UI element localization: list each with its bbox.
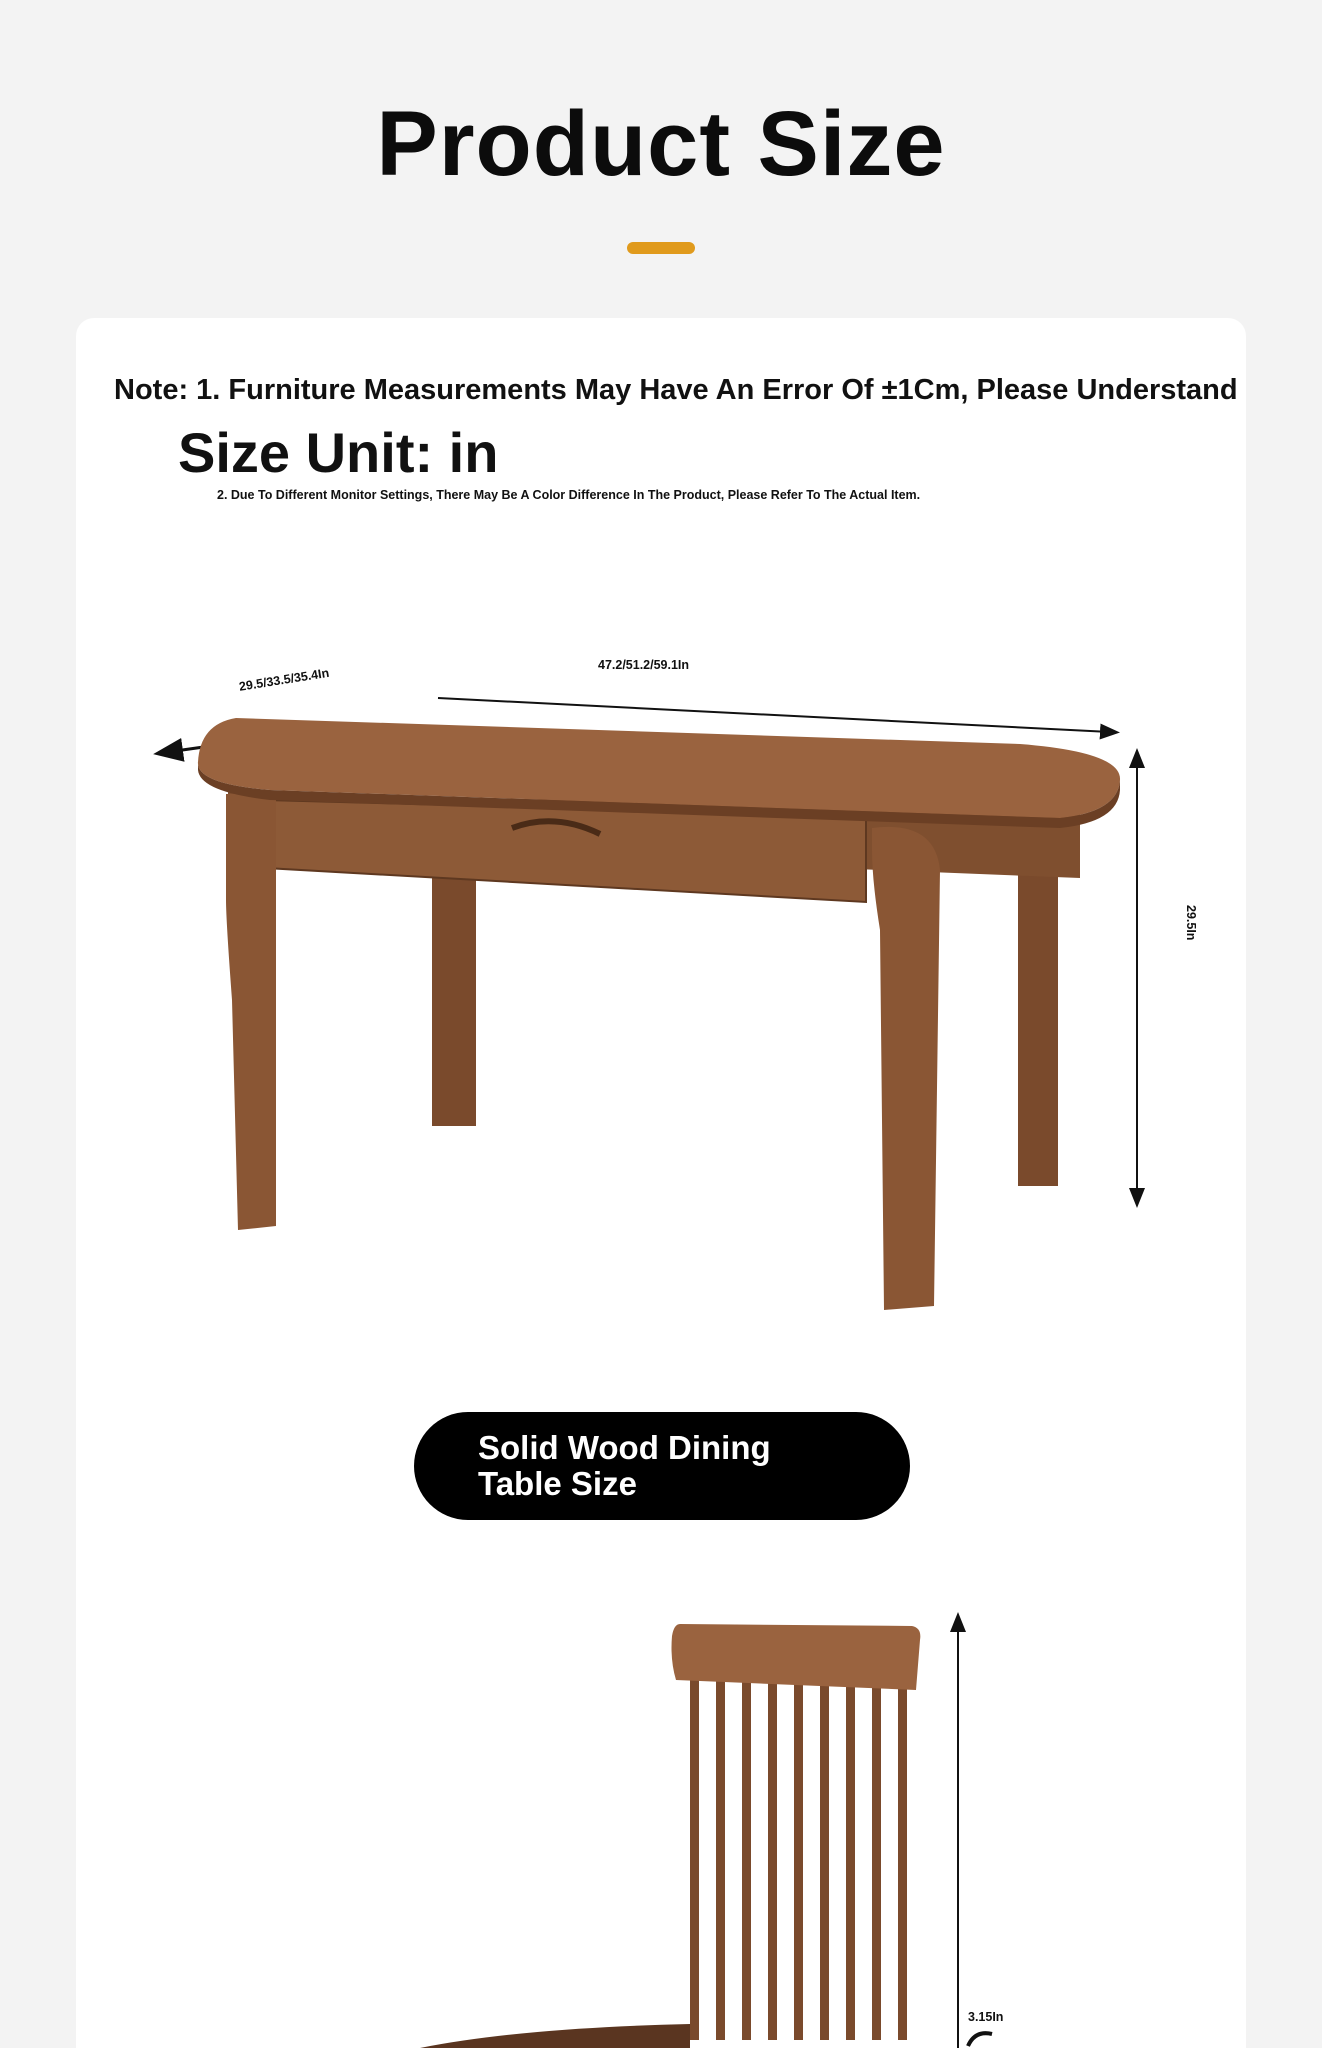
- section-label-text: Solid Wood Dining Table Size: [478, 1429, 771, 1502]
- chair-spindles: [690, 1680, 907, 2040]
- page-title: Product Size: [376, 93, 946, 195]
- chair-seat-edge: [420, 2024, 690, 2048]
- chair-seat-curve: [968, 2033, 992, 2046]
- table-height-label: 29.5In: [1184, 905, 1198, 941]
- chair-top-rail: [672, 1624, 921, 1690]
- table-length-label: 47.2/51.2/59.1In: [598, 658, 690, 672]
- front-right-leg: [872, 827, 940, 1310]
- back-right-leg: [1018, 848, 1058, 1186]
- front-left-leg: [226, 794, 276, 1230]
- color-difference-note: 2. Due To Different Monitor Settings, There May Be A Color Difference In The Product, Please Refer To The Actual Item.: [217, 488, 921, 502]
- length-arrow: [438, 698, 1110, 732]
- measurement-note: Note: 1. Furniture Measurements May Have An Error Of ±1Cm, Please Understand: [114, 374, 1238, 406]
- size-unit-heading: Size Unit: in: [178, 421, 499, 484]
- chair-seat-label: 3.15In: [968, 2010, 1004, 2024]
- section-label-pill: [414, 1412, 910, 1520]
- table-depth-label: 29.5/33.5/35.4In: [238, 665, 331, 694]
- back-left-leg: [432, 870, 476, 1126]
